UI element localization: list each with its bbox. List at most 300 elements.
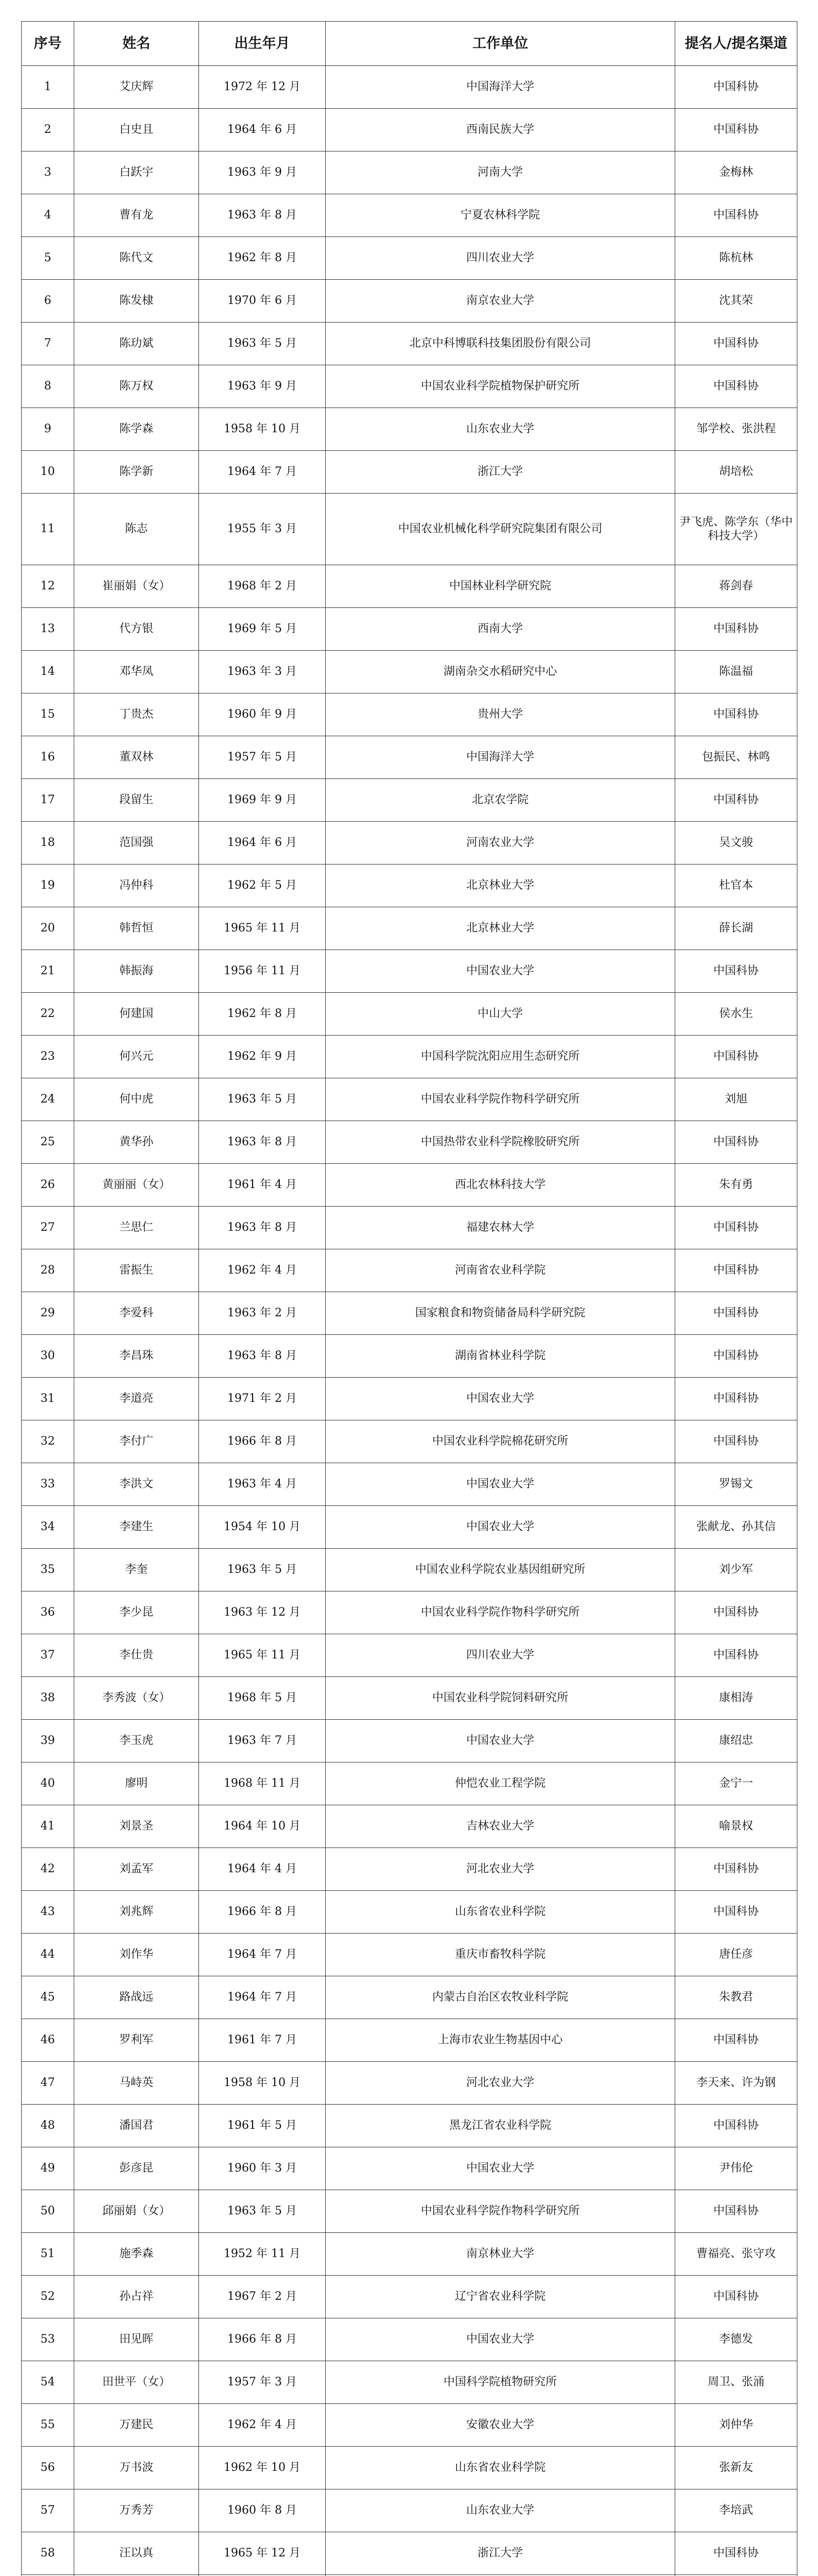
row-birth-date: 1955 年 3 月 bbox=[199, 494, 326, 565]
table-row bbox=[22, 2062, 797, 2105]
row-name: 何建国 bbox=[74, 993, 199, 1036]
row-birth-date: 1962 年 9 月 bbox=[199, 1036, 326, 1078]
row-nominator: 薛长湖 bbox=[675, 907, 797, 950]
row-number: 9 bbox=[22, 408, 74, 451]
row-nominator: 胡培松 bbox=[675, 451, 797, 494]
row-nominator: 刘少军 bbox=[675, 1549, 797, 1591]
row-work-unit: 中国农业大学 bbox=[326, 1463, 675, 1506]
row-name: 马峙英 bbox=[74, 2062, 199, 2105]
row-name: 段留生 bbox=[74, 779, 199, 822]
row-nominator: 中国科协 bbox=[675, 66, 797, 109]
row-name: 李奎 bbox=[74, 1549, 199, 1591]
row-birth-date: 1962 年 10 月 bbox=[199, 2447, 326, 2489]
table-row bbox=[22, 1207, 797, 1249]
table-row bbox=[22, 66, 797, 109]
row-work-unit: 福建农林大学 bbox=[326, 1207, 675, 1249]
row-nominator: 中国科协 bbox=[675, 323, 797, 365]
row-number: 30 bbox=[22, 1335, 74, 1378]
row-number: 7 bbox=[22, 323, 74, 365]
table-row bbox=[22, 865, 797, 907]
row-nominator: 中国科协 bbox=[675, 1249, 797, 1292]
row-nominator: 金宁一 bbox=[675, 1762, 797, 1805]
row-number: 47 bbox=[22, 2062, 74, 2105]
table-row bbox=[22, 194, 797, 237]
row-birth-date: 1964 年 7 月 bbox=[199, 451, 326, 494]
row-nominator: 中国科协 bbox=[675, 109, 797, 151]
header-unit: 工作单位 bbox=[326, 22, 675, 66]
row-nominator: 曹福亮、张守攻 bbox=[675, 2233, 797, 2276]
row-name: 廖明 bbox=[74, 1762, 199, 1805]
row-work-unit: 中国农业科学院饲料研究所 bbox=[326, 1677, 675, 1720]
row-nominator: 李天来、许为钢 bbox=[675, 2062, 797, 2105]
row-work-unit: 湖南省林业科学院 bbox=[326, 1335, 675, 1378]
row-birth-date: 1963 年 4 月 bbox=[199, 1463, 326, 1506]
row-nominator: 中国科协 bbox=[675, 1891, 797, 1934]
row-birth-date: 1963 年 3 月 bbox=[199, 651, 326, 693]
row-name: 黄丽丽（女） bbox=[74, 1164, 199, 1207]
row-work-unit: 中国海洋大学 bbox=[326, 66, 675, 109]
row-number: 14 bbox=[22, 651, 74, 693]
row-name: 代方银 bbox=[74, 608, 199, 651]
row-work-unit: 仲恺农业工程学院 bbox=[326, 1762, 675, 1805]
row-name: 田见晖 bbox=[74, 2318, 199, 2361]
table-row bbox=[22, 2105, 797, 2147]
row-birth-date: 1963 年 9 月 bbox=[199, 151, 326, 194]
row-birth-date: 1963 年 2 月 bbox=[199, 1292, 326, 1335]
row-name: 陈学新 bbox=[74, 451, 199, 494]
row-birth-date: 1961 年 5 月 bbox=[199, 2105, 326, 2147]
table-row bbox=[22, 2404, 797, 2447]
row-birth-date: 1958 年 10 月 bbox=[199, 408, 326, 451]
row-work-unit: 北京林业大学 bbox=[326, 907, 675, 950]
row-work-unit: 北京中科博联科技集团股份有限公司 bbox=[326, 323, 675, 365]
row-number: 44 bbox=[22, 1934, 74, 1976]
table-row bbox=[22, 1121, 797, 1164]
row-work-unit: 中国海洋大学 bbox=[326, 736, 675, 779]
table-row bbox=[22, 736, 797, 779]
table-row bbox=[22, 822, 797, 865]
row-name: 陈志 bbox=[74, 494, 199, 565]
table-row bbox=[22, 408, 797, 451]
row-number: 56 bbox=[22, 2447, 74, 2489]
row-number: 26 bbox=[22, 1164, 74, 1207]
row-number: 43 bbox=[22, 1891, 74, 1934]
row-number: 12 bbox=[22, 565, 74, 608]
row-work-unit: 中国农业科学院植物保护研究所 bbox=[326, 365, 675, 408]
row-number: 28 bbox=[22, 1249, 74, 1292]
table-row bbox=[22, 1934, 797, 1976]
row-birth-date: 1971 年 2 月 bbox=[199, 1378, 326, 1420]
row-name: 孙占祥 bbox=[74, 2276, 199, 2318]
table-row bbox=[22, 494, 797, 565]
row-name: 何中虎 bbox=[74, 1078, 199, 1121]
row-nominator: 中国科协 bbox=[675, 1121, 797, 1164]
table-row bbox=[22, 280, 797, 323]
row-number: 18 bbox=[22, 822, 74, 865]
row-nominator: 中国科协 bbox=[675, 2532, 797, 2575]
row-number: 51 bbox=[22, 2233, 74, 2276]
row-birth-date: 1967 年 2 月 bbox=[199, 2276, 326, 2318]
row-name: 李少昆 bbox=[74, 1591, 199, 1634]
row-birth-date: 1964 年 7 月 bbox=[199, 1976, 326, 2019]
row-number: 50 bbox=[22, 2190, 74, 2233]
table-row bbox=[22, 1591, 797, 1634]
row-work-unit: 河南大学 bbox=[326, 151, 675, 194]
row-number: 57 bbox=[22, 2489, 74, 2532]
row-nominator: 中国科协 bbox=[675, 2019, 797, 2062]
row-nominator: 尹飞虎、陈学东（华中科技大学） bbox=[675, 494, 797, 565]
row-nominator: 中国科协 bbox=[675, 1848, 797, 1891]
row-birth-date: 1962 年 8 月 bbox=[199, 993, 326, 1036]
row-name: 邱丽娟（女） bbox=[74, 2190, 199, 2233]
row-name: 万建民 bbox=[74, 2404, 199, 2447]
row-birth-date: 1966 年 8 月 bbox=[199, 2318, 326, 2361]
row-number: 1 bbox=[22, 66, 74, 109]
row-name: 艾庆辉 bbox=[74, 66, 199, 109]
table-row bbox=[22, 1805, 797, 1848]
row-nominator: 中国科协 bbox=[675, 779, 797, 822]
row-work-unit: 辽宁省农业科学院 bbox=[326, 2276, 675, 2318]
row-name: 万秀芳 bbox=[74, 2489, 199, 2532]
row-nominator: 张新友 bbox=[675, 2447, 797, 2489]
row-birth-date: 1968 年 2 月 bbox=[199, 565, 326, 608]
row-name: 何兴元 bbox=[74, 1036, 199, 1078]
row-work-unit: 河北农业大学 bbox=[326, 2062, 675, 2105]
row-birth-date: 1954 年 10 月 bbox=[199, 1506, 326, 1549]
row-work-unit: 内蒙古自治区农牧业科学院 bbox=[326, 1976, 675, 2019]
row-number: 16 bbox=[22, 736, 74, 779]
row-nominator: 中国科协 bbox=[675, 2276, 797, 2318]
row-name: 陈万权 bbox=[74, 365, 199, 408]
table-row bbox=[22, 1549, 797, 1591]
row-number: 22 bbox=[22, 993, 74, 1036]
row-birth-date: 1957 年 3 月 bbox=[199, 2361, 326, 2404]
row-work-unit: 中国农业科学院作物科学研究所 bbox=[326, 1591, 675, 1634]
table-row bbox=[22, 1378, 797, 1420]
table-row bbox=[22, 2147, 797, 2190]
row-number: 23 bbox=[22, 1036, 74, 1078]
row-nominator: 朱有勇 bbox=[675, 1164, 797, 1207]
row-number: 32 bbox=[22, 1420, 74, 1463]
row-birth-date: 1961 年 7 月 bbox=[199, 2019, 326, 2062]
row-number: 13 bbox=[22, 608, 74, 651]
row-work-unit: 湖南杂交水稻研究中心 bbox=[326, 651, 675, 693]
row-work-unit: 中国农业大学 bbox=[326, 950, 675, 993]
row-name: 刘兆辉 bbox=[74, 1891, 199, 1934]
row-birth-date: 1963 年 5 月 bbox=[199, 1078, 326, 1121]
table-row bbox=[22, 1292, 797, 1335]
row-birth-date: 1964 年 6 月 bbox=[199, 822, 326, 865]
row-name: 丁贵杰 bbox=[74, 693, 199, 736]
row-nominator: 康绍忠 bbox=[675, 1720, 797, 1762]
table-row bbox=[22, 1891, 797, 1934]
row-work-unit: 宁夏农林科学院 bbox=[326, 194, 675, 237]
row-work-unit: 中国林业科学研究院 bbox=[326, 565, 675, 608]
table-row bbox=[22, 2532, 797, 2575]
row-nominator: 蒋剑春 bbox=[675, 565, 797, 608]
row-number: 24 bbox=[22, 1078, 74, 1121]
row-name: 陈代文 bbox=[74, 237, 199, 280]
row-work-unit: 中国农业大学 bbox=[326, 1720, 675, 1762]
row-number: 54 bbox=[22, 2361, 74, 2404]
row-birth-date: 1966 年 8 月 bbox=[199, 1891, 326, 1934]
row-nominator: 中国科协 bbox=[675, 950, 797, 993]
row-birth-date: 1962 年 8 月 bbox=[199, 237, 326, 280]
row-nominator: 中国科协 bbox=[675, 608, 797, 651]
row-nominator: 中国科协 bbox=[675, 1634, 797, 1677]
row-number: 4 bbox=[22, 194, 74, 237]
table-row bbox=[22, 565, 797, 608]
row-name: 雷振生 bbox=[74, 1249, 199, 1292]
row-work-unit: 河南农业大学 bbox=[326, 822, 675, 865]
row-number: 17 bbox=[22, 779, 74, 822]
table-row bbox=[22, 950, 797, 993]
row-birth-date: 1965 年 11 月 bbox=[199, 1634, 326, 1677]
table-row bbox=[22, 2361, 797, 2404]
row-number: 25 bbox=[22, 1121, 74, 1164]
table-row bbox=[22, 779, 797, 822]
row-name: 田世平（女） bbox=[74, 2361, 199, 2404]
table-row bbox=[22, 2489, 797, 2532]
row-nominator: 罗锡文 bbox=[675, 1463, 797, 1506]
row-work-unit: 上海市农业生物基因中心 bbox=[326, 2019, 675, 2062]
row-birth-date: 1964 年 7 月 bbox=[199, 1934, 326, 1976]
row-nominator: 中国科协 bbox=[675, 1378, 797, 1420]
row-birth-date: 1963 年 8 月 bbox=[199, 1335, 326, 1378]
row-number: 41 bbox=[22, 1805, 74, 1848]
table-row bbox=[22, 2019, 797, 2062]
row-nominator: 包振民、林鸣 bbox=[675, 736, 797, 779]
row-number: 6 bbox=[22, 280, 74, 323]
row-nominator: 陈杭林 bbox=[675, 237, 797, 280]
row-birth-date: 1960 年 3 月 bbox=[199, 2147, 326, 2190]
row-number: 5 bbox=[22, 237, 74, 280]
row-birth-date: 1962 年 5 月 bbox=[199, 865, 326, 907]
row-number: 33 bbox=[22, 1463, 74, 1506]
row-number: 42 bbox=[22, 1848, 74, 1891]
row-name: 邓华凤 bbox=[74, 651, 199, 693]
row-name: 白跃宇 bbox=[74, 151, 199, 194]
row-nominator: 李德发 bbox=[675, 2318, 797, 2361]
table-row bbox=[22, 151, 797, 194]
row-work-unit: 南京农业大学 bbox=[326, 280, 675, 323]
row-name: 汪以真 bbox=[74, 2532, 199, 2575]
header-birth: 出生年月 bbox=[199, 22, 326, 66]
table-row bbox=[22, 1249, 797, 1292]
row-number: 37 bbox=[22, 1634, 74, 1677]
header-no: 序号 bbox=[22, 22, 74, 66]
row-name: 冯仲科 bbox=[74, 865, 199, 907]
row-name: 陈玏斌 bbox=[74, 323, 199, 365]
row-nominator: 中国科协 bbox=[675, 1207, 797, 1249]
row-number: 36 bbox=[22, 1591, 74, 1634]
row-birth-date: 1968 年 11 月 bbox=[199, 1762, 326, 1805]
row-birth-date: 1963 年 12 月 bbox=[199, 1591, 326, 1634]
row-number: 55 bbox=[22, 2404, 74, 2447]
header-name: 姓名 bbox=[74, 22, 199, 66]
row-birth-date: 1962 年 4 月 bbox=[199, 2404, 326, 2447]
table-row bbox=[22, 1677, 797, 1720]
row-number: 52 bbox=[22, 2276, 74, 2318]
row-work-unit: 中国农业大学 bbox=[326, 2147, 675, 2190]
table-row bbox=[22, 2190, 797, 2233]
row-nominator: 杜官本 bbox=[675, 865, 797, 907]
table-row bbox=[22, 323, 797, 365]
row-birth-date: 1964 年 6 月 bbox=[199, 109, 326, 151]
row-birth-date: 1969 年 5 月 bbox=[199, 608, 326, 651]
table-row bbox=[22, 1848, 797, 1891]
row-name: 黄华孙 bbox=[74, 1121, 199, 1164]
row-nominator: 沈其荣 bbox=[675, 280, 797, 323]
row-birth-date: 1963 年 8 月 bbox=[199, 1207, 326, 1249]
row-nominator: 尹伟伦 bbox=[675, 2147, 797, 2190]
row-nominator: 金梅林 bbox=[675, 151, 797, 194]
table-row bbox=[22, 1164, 797, 1207]
row-number: 39 bbox=[22, 1720, 74, 1762]
row-name: 陈学森 bbox=[74, 408, 199, 451]
row-work-unit: 河南省农业科学院 bbox=[326, 1249, 675, 1292]
row-work-unit: 河北农业大学 bbox=[326, 1848, 675, 1891]
row-nominator: 唐任彦 bbox=[675, 1934, 797, 1976]
row-birth-date: 1963 年 5 月 bbox=[199, 1549, 326, 1591]
row-number: 58 bbox=[22, 2532, 74, 2575]
row-name: 崔丽娟（女） bbox=[74, 565, 199, 608]
row-birth-date: 1964 年 4 月 bbox=[199, 1848, 326, 1891]
table-row bbox=[22, 1762, 797, 1805]
row-name: 陈发棣 bbox=[74, 280, 199, 323]
row-nominator: 中国科协 bbox=[675, 1335, 797, 1378]
row-number: 3 bbox=[22, 151, 74, 194]
row-name: 兰思仁 bbox=[74, 1207, 199, 1249]
table-row bbox=[22, 608, 797, 651]
row-name: 李付广 bbox=[74, 1420, 199, 1463]
row-birth-date: 1962 年 4 月 bbox=[199, 1249, 326, 1292]
row-work-unit: 山东农业大学 bbox=[326, 408, 675, 451]
row-work-unit: 中山大学 bbox=[326, 993, 675, 1036]
row-name: 李仕贵 bbox=[74, 1634, 199, 1677]
row-nominator: 中国科协 bbox=[675, 194, 797, 237]
row-name: 李玉虎 bbox=[74, 1720, 199, 1762]
row-nominator: 中国科协 bbox=[675, 1591, 797, 1634]
row-number: 48 bbox=[22, 2105, 74, 2147]
row-birth-date: 1970 年 6 月 bbox=[199, 280, 326, 323]
row-birth-date: 1966 年 8 月 bbox=[199, 1420, 326, 1463]
row-number: 20 bbox=[22, 907, 74, 950]
row-name: 潘国君 bbox=[74, 2105, 199, 2147]
row-work-unit: 中国农业大学 bbox=[326, 2318, 675, 2361]
table-row bbox=[22, 993, 797, 1036]
row-work-unit: 黑龙江省农业科学院 bbox=[326, 2105, 675, 2147]
row-nominator: 李培武 bbox=[675, 2489, 797, 2532]
row-name: 李昌珠 bbox=[74, 1335, 199, 1378]
row-name: 曹有龙 bbox=[74, 194, 199, 237]
table-row bbox=[22, 2318, 797, 2361]
row-birth-date: 1963 年 8 月 bbox=[199, 1121, 326, 1164]
row-work-unit: 重庆市畜牧科学院 bbox=[326, 1934, 675, 1976]
row-name: 李洪文 bbox=[74, 1463, 199, 1506]
row-birth-date: 1963 年 5 月 bbox=[199, 2190, 326, 2233]
table-row bbox=[22, 1634, 797, 1677]
table-row bbox=[22, 2276, 797, 2318]
row-work-unit: 山东农业大学 bbox=[326, 2489, 675, 2532]
row-work-unit: 西南民族大学 bbox=[326, 109, 675, 151]
row-work-unit: 吉林农业大学 bbox=[326, 1805, 675, 1848]
row-nominator: 中国科协 bbox=[675, 365, 797, 408]
row-nominator: 朱教君 bbox=[675, 1976, 797, 2019]
row-work-unit: 中国农业科学院农业基因组研究所 bbox=[326, 1549, 675, 1591]
table-row bbox=[22, 651, 797, 693]
row-birth-date: 1972 年 12 月 bbox=[199, 66, 326, 109]
row-birth-date: 1965 年 11 月 bbox=[199, 907, 326, 950]
row-number: 35 bbox=[22, 1549, 74, 1591]
row-number: 29 bbox=[22, 1292, 74, 1335]
row-name: 刘孟军 bbox=[74, 1848, 199, 1891]
table-row bbox=[22, 1036, 797, 1078]
row-work-unit: 中国科学院植物研究所 bbox=[326, 2361, 675, 2404]
row-work-unit: 安徽农业大学 bbox=[326, 2404, 675, 2447]
row-birth-date: 1961 年 4 月 bbox=[199, 1164, 326, 1207]
table-row bbox=[22, 1506, 797, 1549]
row-birth-date: 1968 年 5 月 bbox=[199, 1677, 326, 1720]
table-row bbox=[22, 1976, 797, 2019]
table-header-row bbox=[22, 22, 797, 66]
row-work-unit: 浙江大学 bbox=[326, 2532, 675, 2575]
row-birth-date: 1969 年 9 月 bbox=[199, 779, 326, 822]
row-work-unit: 中国农业机械化科学研究院集团有限公司 bbox=[326, 494, 675, 565]
row-name: 彭彦昆 bbox=[74, 2147, 199, 2190]
table-row bbox=[22, 907, 797, 950]
row-nominator: 喻景权 bbox=[675, 1805, 797, 1848]
row-name: 韩哲恒 bbox=[74, 907, 199, 950]
row-number: 2 bbox=[22, 109, 74, 151]
row-nominator: 陈温福 bbox=[675, 651, 797, 693]
row-work-unit: 浙江大学 bbox=[326, 451, 675, 494]
row-name: 李爱科 bbox=[74, 1292, 199, 1335]
row-number: 11 bbox=[22, 494, 74, 565]
row-number: 10 bbox=[22, 451, 74, 494]
row-birth-date: 1958 年 10 月 bbox=[199, 2062, 326, 2105]
table-row bbox=[22, 365, 797, 408]
row-work-unit: 中国农业科学院作物科学研究所 bbox=[326, 2190, 675, 2233]
header-nominator: 提名人/提名渠道 bbox=[675, 22, 797, 66]
row-work-unit: 四川农业大学 bbox=[326, 237, 675, 280]
row-name: 董双林 bbox=[74, 736, 199, 779]
row-name: 刘景圣 bbox=[74, 1805, 199, 1848]
row-number: 49 bbox=[22, 2147, 74, 2190]
row-nominator: 中国科协 bbox=[675, 1292, 797, 1335]
row-nominator: 吴文骏 bbox=[675, 822, 797, 865]
row-number: 46 bbox=[22, 2019, 74, 2062]
row-work-unit: 南京林业大学 bbox=[326, 2233, 675, 2276]
table-row bbox=[22, 2233, 797, 2276]
table-row bbox=[22, 1720, 797, 1762]
row-name: 施季森 bbox=[74, 2233, 199, 2276]
row-work-unit: 中国农业大学 bbox=[326, 1506, 675, 1549]
row-name: 白史且 bbox=[74, 109, 199, 151]
row-number: 38 bbox=[22, 1677, 74, 1720]
table-row bbox=[22, 237, 797, 280]
row-birth-date: 1960 年 9 月 bbox=[199, 693, 326, 736]
row-number: 40 bbox=[22, 1762, 74, 1805]
table-row bbox=[22, 1078, 797, 1121]
row-number: 19 bbox=[22, 865, 74, 907]
row-name: 刘作华 bbox=[74, 1934, 199, 1976]
row-nominator: 邹学校、张洪程 bbox=[675, 408, 797, 451]
table-row bbox=[22, 1463, 797, 1506]
row-work-unit: 中国农业大学 bbox=[326, 1378, 675, 1420]
row-work-unit: 中国热带农业科学院橡胶研究所 bbox=[326, 1121, 675, 1164]
row-work-unit: 国家粮食和物资储备局科学研究院 bbox=[326, 1292, 675, 1335]
